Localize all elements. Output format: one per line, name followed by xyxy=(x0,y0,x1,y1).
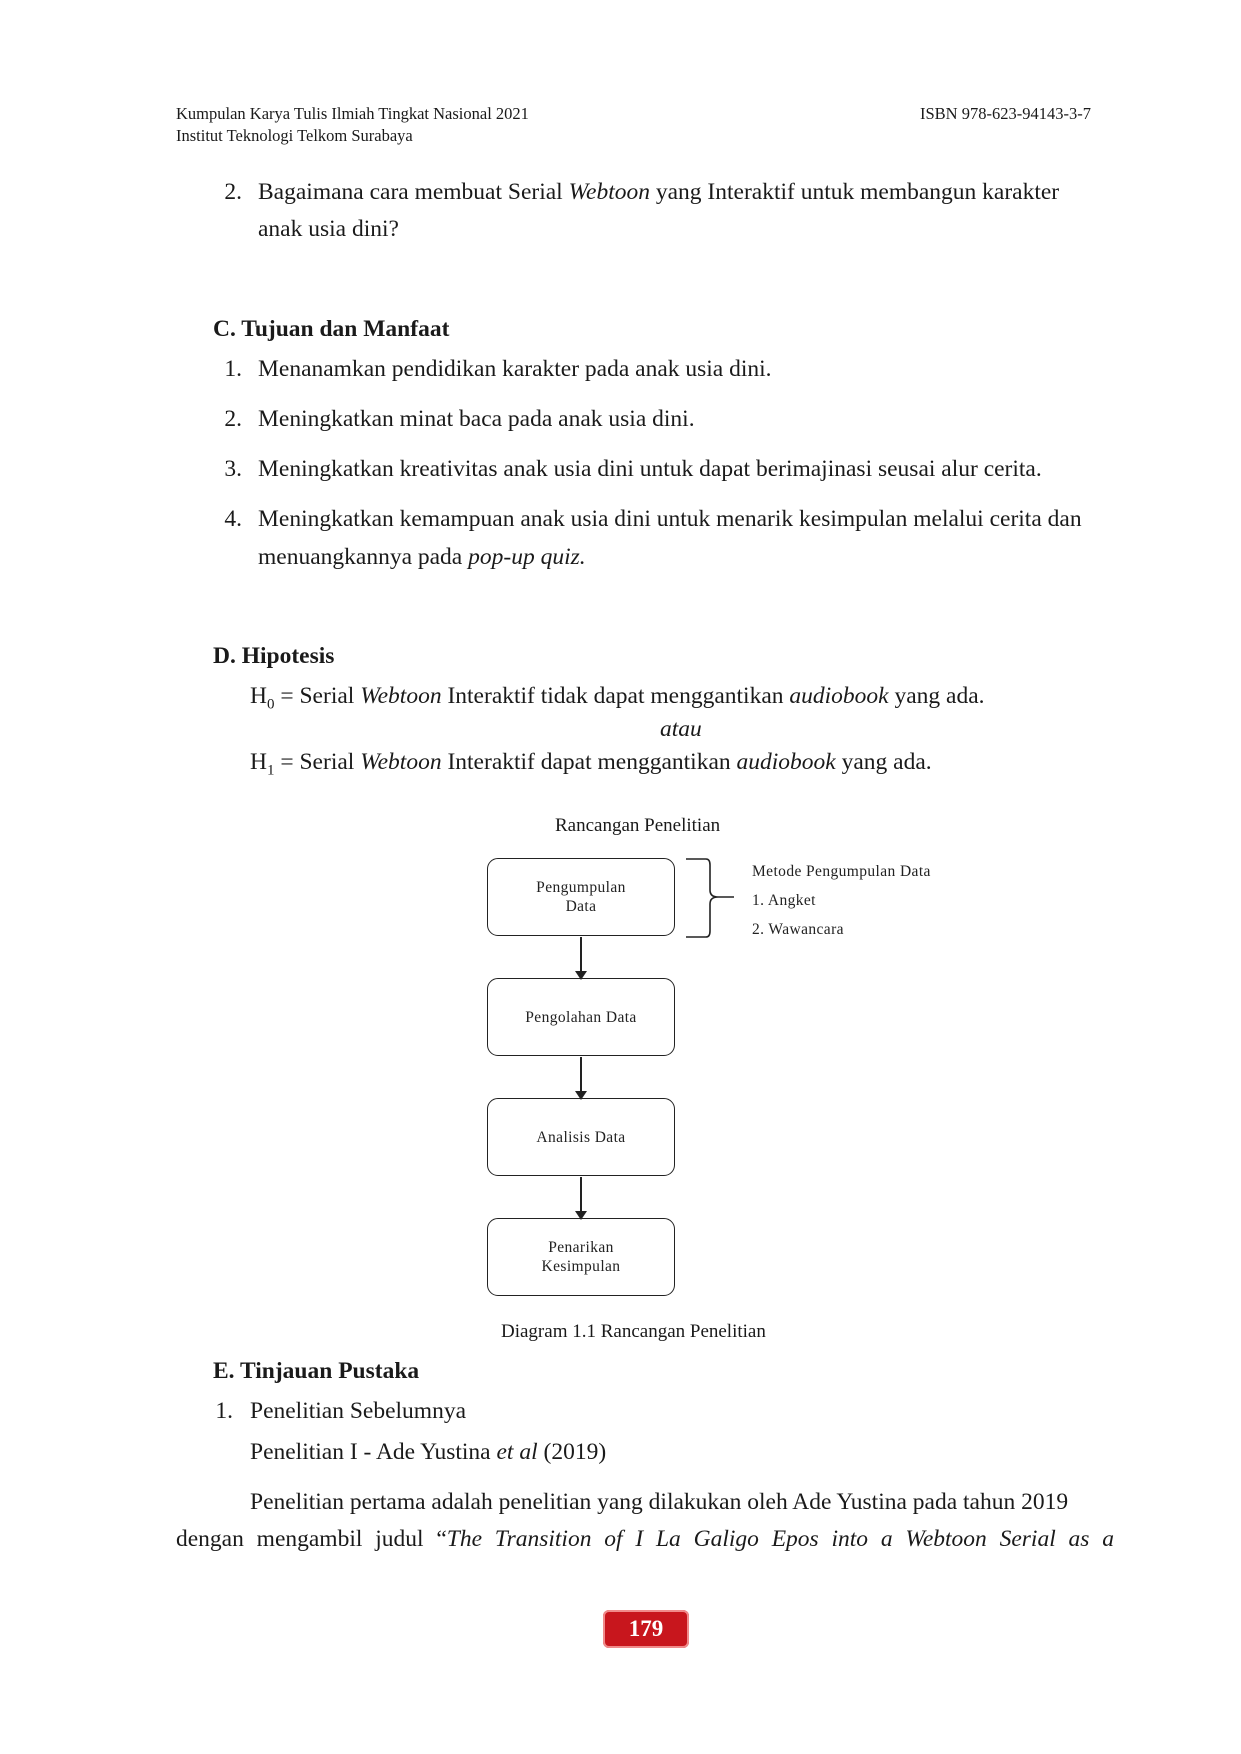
diagram-arrow xyxy=(580,1057,582,1098)
diagram-arrow xyxy=(580,937,582,978)
header-title: Kumpulan Karya Tulis Ilmiah Tingkat Nasional 2021 xyxy=(176,104,529,123)
diagram-arrow xyxy=(580,1177,582,1218)
list-item: Meningkatkan minat baca pada anak usia dini. xyxy=(258,406,695,432)
hypothesis-h1: $H_1$ = Serial Webtoon Interaktif dapat menggantikan audiobook yang ada. xyxy=(250,749,932,779)
section-c-heading: C. Tujuan dan Manfaat xyxy=(213,316,450,342)
list-item-continuation: menuangkannya pada pop-up quiz. xyxy=(258,544,586,570)
method-item: 1. Angket xyxy=(752,892,816,909)
subsection-reference: Penelitian I - Ade Yustina et al (2019) xyxy=(250,1439,607,1465)
hypothesis-h0: $H_0$ = Serial Webtoon Interaktif tidak dapat menggantikan audiobook yang ada. xyxy=(250,683,985,713)
list-number: 1. xyxy=(215,1398,233,1424)
diagram-step-data-analysis: Analisis Data xyxy=(487,1098,675,1176)
question-line1: Bagaimana cara membuat Serial Webtoon yang Interaktif untuk membangun karakter xyxy=(258,179,1060,205)
list-item: Menanamkan pendidikan karakter pada anak usia dini. xyxy=(258,356,772,382)
header-isbn: ISBN 978-623-94143-3-7 xyxy=(920,104,1091,123)
section-d-heading: D. Hipotesis xyxy=(213,643,335,669)
section-e-heading: E. Tinjauan Pustaka xyxy=(213,1358,420,1384)
diagram-caption: Diagram 1.1 Rancangan Penelitian xyxy=(501,1321,766,1342)
diagram-title: Rancangan Penelitian xyxy=(555,815,721,836)
header-institution: Institut Teknologi Telkom Surabaya xyxy=(176,126,413,145)
diagram-step-conclusion: Penarikan Kesimpulan xyxy=(487,1218,675,1296)
hypothesis-or: atau xyxy=(660,716,702,742)
list-number: 1. xyxy=(224,356,242,382)
list-number: 4. xyxy=(224,506,242,532)
paragraph-line: dengan mengambil judul “The Transition of I La Galigo Epos into a Webtoon Serial as a xyxy=(176,1526,1114,1552)
diagram-step-data-collection: Pengumpulan Data xyxy=(487,858,675,936)
question-number: 2. xyxy=(224,179,242,205)
diagram-step-data-processing: Pengolahan Data xyxy=(487,978,675,1056)
method-title: Metode Pengumpulan Data xyxy=(752,863,931,880)
list-number: 3. xyxy=(224,456,242,482)
list-item: Meningkatkan kemampuan anak usia dini untuk menarik kesimpulan melalui cerita dan xyxy=(258,506,1082,532)
page-number-badge xyxy=(603,1610,689,1648)
method-item: 2. Wawancara xyxy=(752,921,844,938)
paragraph-line: Penelitian pertama adalah penelitian yang dilakukan oleh Ade Yustina pada tahun 2019 xyxy=(250,1489,1069,1515)
list-item: Meningkatkan kreativitas anak usia dini untuk dapat berimajinasi seusai alur cerita. xyxy=(258,456,1042,482)
question-line2: anak usia dini? xyxy=(258,216,399,242)
page-number: 179 xyxy=(628,1616,664,1641)
subsection-title: Penelitian Sebelumnya xyxy=(250,1398,467,1424)
brace-icon xyxy=(684,857,736,939)
list-number: 2. xyxy=(224,406,242,432)
